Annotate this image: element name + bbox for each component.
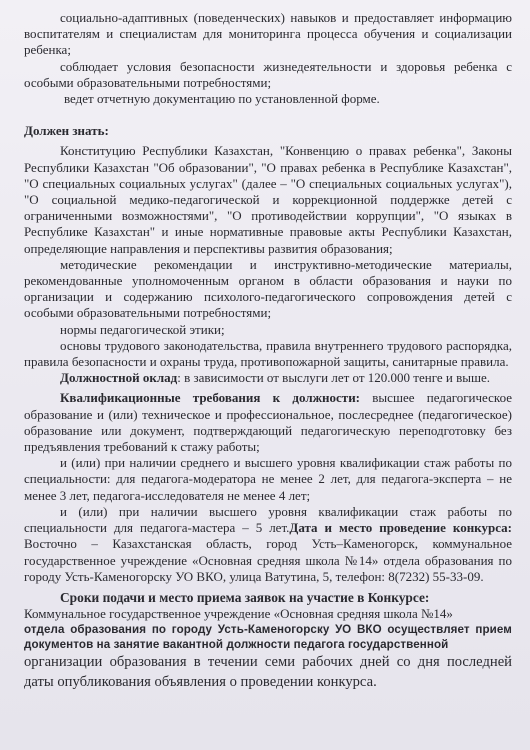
paragraph-qualification (24, 390, 512, 455)
paragraph-institution: Коммунальное государственное учреждение «Основная средняя школа №14» (24, 605, 453, 621)
place-label: Дата и место проведение конкурса: (289, 520, 512, 536)
master-text: и (или) при наличии высшего уровня квалификации стаж работы по специальности для педагога-мастера – 5 лет. (24, 503, 512, 536)
paragraph-skills: социально-адаптивных (поведенческих) навыков и предоставляет информацию воспитателям и специалистам для мониторинга процесса обучения и социализации ребенка; (24, 10, 512, 58)
paragraph-reporting: ведет отчетную документацию по установленной форме. (64, 91, 380, 107)
salary-text: : в зависимости от выслуги лет от 120.000 тенге и выше. (177, 370, 490, 386)
deadline-heading: Сроки подачи и место приема заявок на участие в Конкурсе: (60, 589, 430, 605)
spacer (24, 107, 512, 123)
paragraph-laws: Конституцию Республики Казахстан, "Конвенцию о правах ребенка", Законы Республики Казахстан "Об образовании", "О правах ребенка в Республике Казахстан", "О специальных социальных услугах" (далее – "О специальных социальных услугах"), "О социальной медико-педагогической и коррекционной поддержке детей с ограниченными возможностями", "О противодействии коррупции", "О языках в Республике Казахстан" и иные нормативные правовые акты Республики Казахстан, определяющие направления и перспективы развития образования; (24, 143, 512, 256)
paragraph-period: организации образования в течении семи рабочих дней со дня последней даты опубликования объявления о проведении конкурса. (24, 654, 512, 691)
paragraph-intake: отдела образования по городу Усть-Каменогорску УО ВКО осуществляет прием документов на занятие вакантной должности педагога государственной (24, 623, 512, 652)
salary-label: Должностной оклад (60, 370, 178, 386)
place-text: Восточно – Казахстанская область, город Усть–Каменогорск, коммунальное государственное учреждение «Основная средняя школа №14» отдела образования по городу Усть-Каменогорску УО ВКО, улица Ватутина, 5, телефон: 8(7232) 55-33-09. (24, 536, 512, 584)
paragraph-safety: соблюдает условия безопасности жизнедеятельности и здоровья ребенка с особыми образовательными потребностями; (24, 58, 512, 90)
paragraph-methodology: методические рекомендации и инструктивно-методические материалы, рекомендованные уполномоченным органом в области образования и науки по организации и содержанию психолого-педагогического сопровождения детей с особыми образовательными потребностями; (24, 256, 512, 321)
qualification-label: Квалификационные требования к должности: (60, 390, 361, 406)
paragraph-master (24, 504, 512, 585)
qualification-text: высшее педагогическое образование и (или) техническое и профессиональное, послесреднее (педагогическое) образование или документ, подтверждающий педагогическую переподготовку без предъявления требований к стажу работы; (24, 390, 512, 455)
paragraph-experience: и (или) при наличии среднего и высшего уровня квалификации стаж работы по специальности: для педагога-модератора не менее 2 лет, для педагога-эксперта – не менее 3 лет, педагога-исследователя не менее 4 лет; (24, 455, 512, 503)
paragraph-ethics: нормы педагогической этики; (60, 321, 225, 337)
paragraph-salary (24, 370, 512, 386)
paragraph-labor: основы трудового законодательства, правила внутреннего трудового распорядка, правила безопасности и охраны труда, противопожарной защиты, санитарные правила. (24, 337, 512, 370)
must-know-heading: Должен знать: (24, 123, 109, 139)
